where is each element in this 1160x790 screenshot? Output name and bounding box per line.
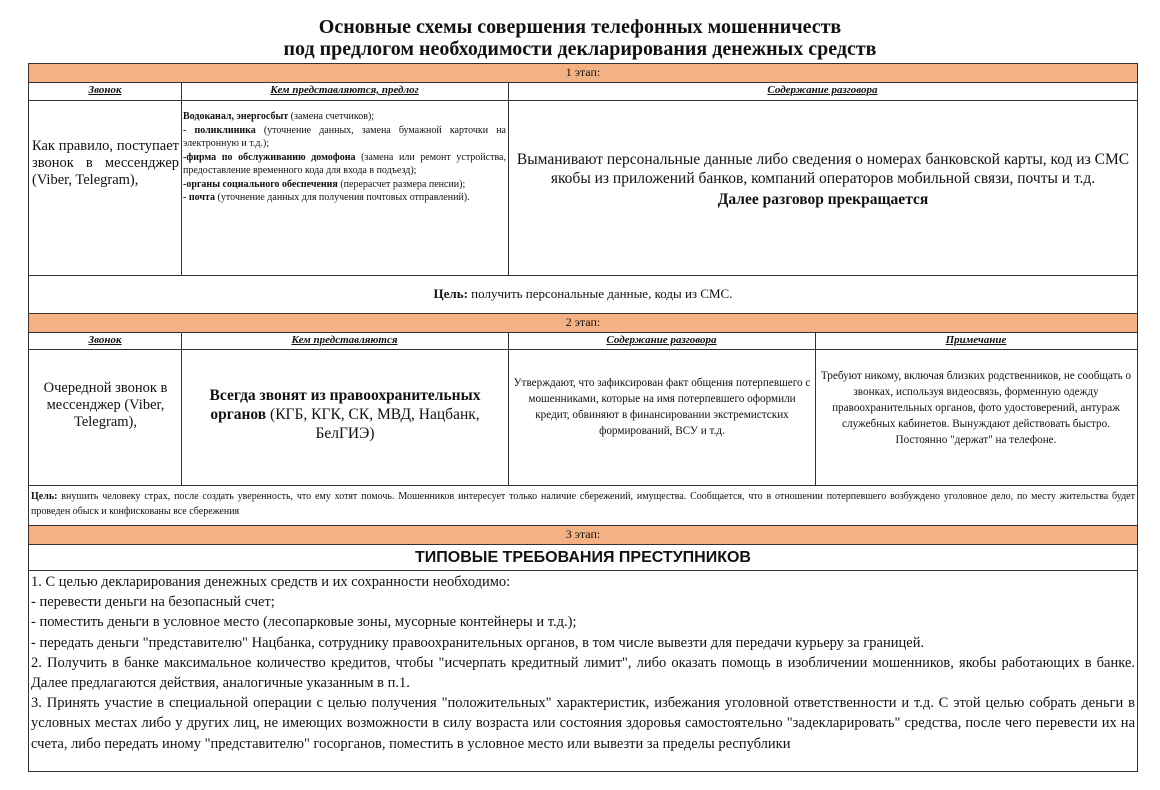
stage-1-divider-2 bbox=[508, 83, 509, 275]
document-title bbox=[0, 16, 1160, 60]
requirement-line: 3. Принять участие в специальной операции с целью получения "положительных" характеристик, избежания уголовной ответственности и т.д. С этой целью собрать деньги в условных местах либо у других лиц, не имеющих возможности в силу возраста или состояния здоровья самостоятельно "задекларировать" средства, после чего перевести их на счета, либо передать иному "представителю" госорганов, поместить в условное место или вывезти за пределы республики bbox=[31, 695, 1135, 752]
stage-1-goal-text: получить персональные данные, коды из СМС. bbox=[467, 286, 733, 301]
stage-2-goal-divider bbox=[29, 485, 1137, 486]
stage-2-who-bold: Всегда звонят из правоохранительных органов bbox=[209, 387, 481, 423]
stage-1-conversation-text: Выманивают персональные данные либо сведения о номерах банковской карты, код из СМС якобы из приложений банков, компаний операторов мобильной связи, почты и т.д. bbox=[516, 151, 1130, 187]
pretext-item: - поликлиника (уточнение данных, замена бумажной карточки на электронную и т.д.); bbox=[183, 124, 506, 149]
pretext-item: - почта (уточнение данных для получения почтовых отправлений). bbox=[183, 192, 470, 203]
stage-2-header-who: Кем представляются bbox=[181, 333, 508, 350]
requirement-line: 2. Получить в банке максимальное количество кредитов, чтобы "исчерпать кредитный лимит", либо оказать помощь в изобличении мошенников, якобы работающих в банке. Далее предлагаются действия, аналогичные указанным в п.1. bbox=[31, 654, 1135, 692]
stage-1-conversation bbox=[513, 150, 1133, 209]
stage-2-who bbox=[185, 386, 505, 443]
pretext-item: Водоканал, энергосбыт (замена счетчиков); bbox=[183, 111, 375, 122]
pretext-item: -фирма по обслуживанию домофона (замена или ремонт устройства, предоставление временного кода для входа в подъезд); bbox=[183, 151, 506, 176]
stage-2-who-text: (КГБ, КГК, СК, МВД, Нацбанк, БелГИЭ) bbox=[266, 406, 480, 442]
stage-2-divider-3 bbox=[815, 333, 816, 485]
schemes-table bbox=[28, 63, 1138, 772]
requirement-line: - поместить деньги в условное место (лесопарковые зоны, мусорные контейнеры и т.д.); bbox=[31, 614, 577, 631]
stage-1-goal bbox=[29, 286, 1137, 302]
title-line-1: Основные схемы совершения телефонных мошенничеств bbox=[318, 16, 842, 38]
stage-2-divider-1 bbox=[181, 333, 182, 485]
stage-3-band: 3 этап: bbox=[29, 525, 1137, 545]
requirement-line: - перевести деньги на безопасный счет; bbox=[31, 594, 275, 611]
stage-1-goal-label: Цель: bbox=[433, 286, 468, 301]
title-line-2: под предлогом необходимости декларирования денежных средств bbox=[283, 38, 877, 60]
stage-2-call-text: Очередной звонок в мессенджер (Viber, Telegram), bbox=[43, 380, 168, 430]
stage-2-header-conversation: Содержание разговора bbox=[508, 333, 815, 350]
stage-2-divider-2 bbox=[508, 333, 509, 485]
requirement-line: 1. С целью декларирования денежных средств и их сохранности необходимо: bbox=[31, 574, 511, 590]
stage-1-divider-1 bbox=[181, 83, 182, 275]
pretext-item: -органы социального обеспечения (перерасчет размера пенсии); bbox=[183, 178, 466, 190]
stage-1-band: 1 этап: bbox=[29, 64, 1137, 83]
stage-3-requirements bbox=[31, 572, 1135, 754]
stage-2-note: Требуют никому, включая близких родственников, не сообщать о звонках, используя видеосвязь, форменную одежду правоохранительных органов, фото удостоверений, антураж служебных кабинетов. Вынуждают действовать быстро. Постоянно "держат" на телефоне. bbox=[820, 370, 1132, 446]
stage-2-goal-text: внушить человеку страх, после создать уверенность, что ему хотят помочь. Мошенников интересует только наличие сбережений, имущества. Сообщается, что в отношении потерпевшего возбуждено уголовное дело, по месту жительства будет проведен обыск и конфискованы все сбережения bbox=[31, 491, 1135, 517]
stage-1-goal-divider bbox=[29, 275, 1137, 276]
stage-1-conversation-end: Далее разговор прекращается bbox=[717, 191, 929, 208]
stage-2-conversation: Утверждают, что зафиксирован факт общения потерпевшего с мошенниками, которые на имя потерпевшего оформили кредит, обвиняют в финансировании экстремистских формирований, ВСУ и т.д. bbox=[513, 377, 811, 437]
stage-2-header-call: Звонок bbox=[29, 333, 181, 350]
stage-1-header-conversation: Содержание разговора bbox=[508, 83, 1137, 101]
stage-2-header-note: Примечание bbox=[815, 333, 1137, 350]
stage-2-goal bbox=[31, 489, 1135, 519]
stage-3-heading: ТИПОВЫЕ ТРЕБОВАНИЯ ПРЕСТУПНИКОВ bbox=[29, 545, 1137, 571]
stage-2-band: 2 этап: bbox=[29, 313, 1137, 333]
stage-1-call-text: Как правило, поступает звонок в мессенджер (Viber, Telegram), bbox=[32, 138, 179, 188]
stage-1-header-call: Звонок bbox=[29, 83, 181, 101]
stage-1-pretext-list bbox=[183, 110, 506, 205]
stage-2-goal-label: Цель: bbox=[31, 491, 58, 502]
requirement-line: - передать деньги "представителю" Нацбанка, сотруднику правоохранительных органов, в том числе вывезти для передачи курьеру за границей. bbox=[31, 634, 925, 651]
stage-1-header-who: Кем представляются, предлог bbox=[181, 83, 508, 101]
